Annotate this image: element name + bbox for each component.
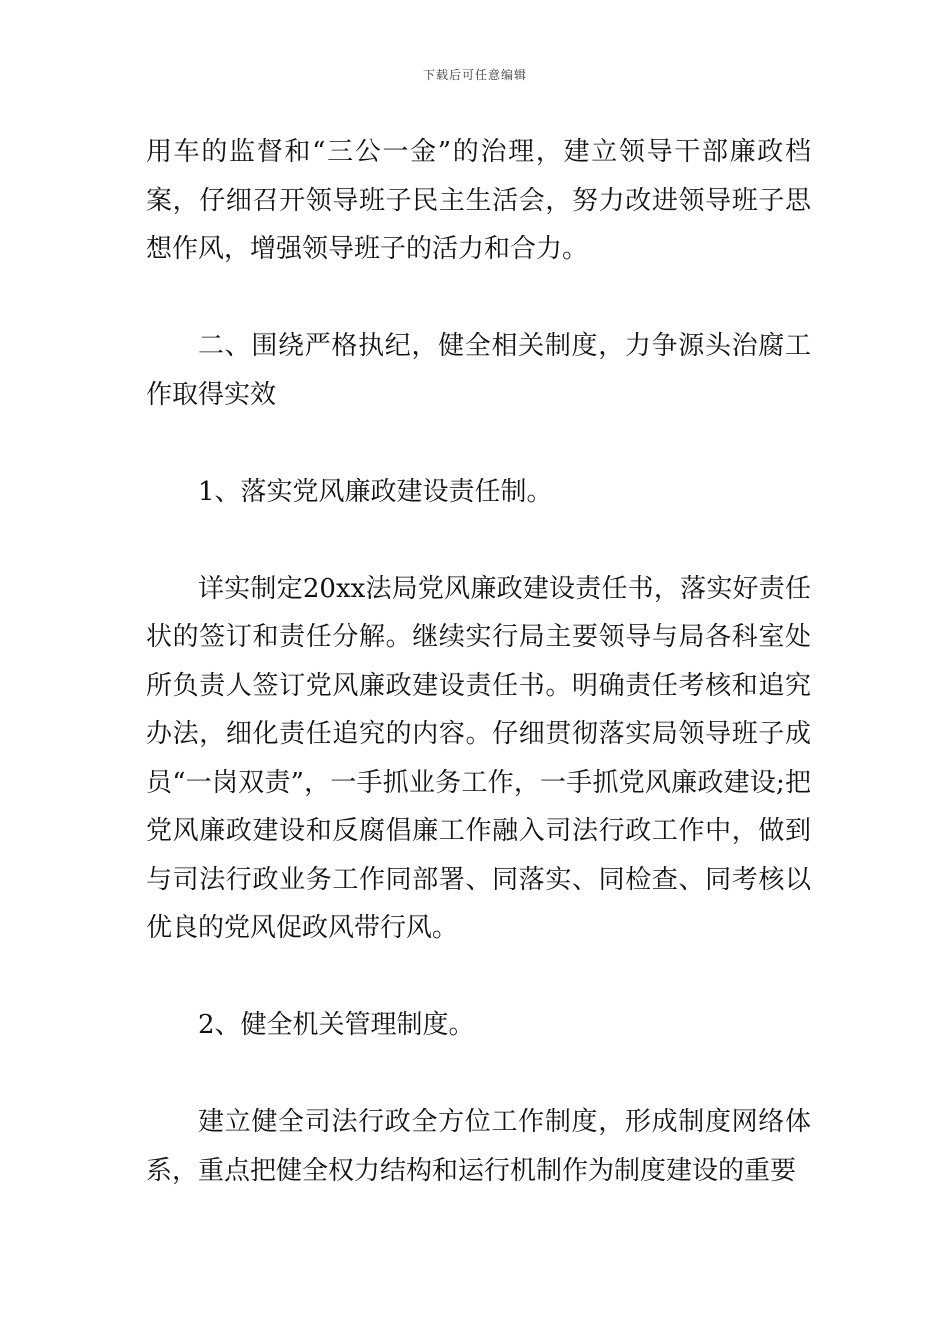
paragraph-spacer bbox=[146, 274, 811, 323]
subheading-2: 2、健全机关管理制度。 bbox=[198, 1010, 475, 1040]
page-header: 下载后可任意编辑 bbox=[422, 68, 527, 82]
paragraph-spacer bbox=[146, 516, 811, 565]
paragraph-responsibility: 详实制定20xx法局党风廉政建设责任书，落实好责任状的签订和责任分解。继续实行局主要领导与局各科室处所负责人签订党风廉政建设责任书。明确责任考核和追究办法，细化责任追究的内容。仔细贯彻落实局领导班子成员“一岗双责”，一手抓业务工作，一手抓党风廉政建设;把党风廉政建设和反腐倡廉工作融入司法行政工作中，做到与司法行政业务工作同部署、同落实、同检查、同考核以优良的党风促政风带行风。 bbox=[146, 573, 811, 943]
paragraph-spacer bbox=[146, 953, 811, 1002]
paragraph-continuation: 用车的监督和“三公一金”的治理，建立领导干部廉政档案，仔细召开领导班子民主生活会，努力改进领导班子思想作风，增强领导班子的活力和合力。 bbox=[146, 137, 811, 264]
paragraph-spacer bbox=[146, 419, 811, 468]
paragraph-spacer bbox=[146, 1050, 811, 1099]
document-body bbox=[146, 128, 811, 1195]
section-heading: 二、围绕严格执纪，健全相关制度，力争源头治腐工作取得实效 bbox=[146, 331, 811, 410]
subheading-1: 1、落实党风廉政建设责任制。 bbox=[198, 476, 553, 507]
paragraph-system: 建立健全司法行政全方位工作制度，形成制度网络体系，重点把健全权力结构和运行机制作为制度建设的重要 bbox=[146, 1107, 811, 1186]
